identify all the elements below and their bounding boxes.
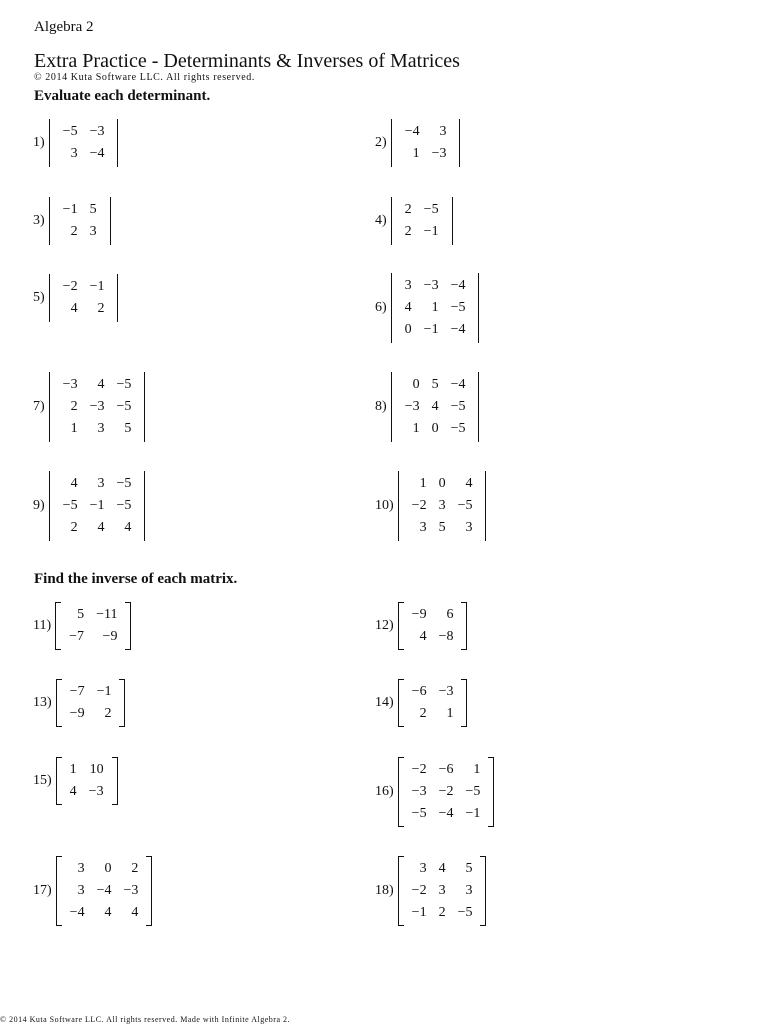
matrix-entry: 0 — [104, 861, 112, 876]
matrix-row — [406, 703, 460, 725]
matrix-grid — [406, 858, 479, 924]
problem-number: 1) — [33, 135, 45, 150]
matrix-entry: 2 — [70, 520, 78, 535]
matrix-row — [64, 781, 110, 803]
determinant-matrix — [391, 197, 453, 245]
matrix-row — [57, 199, 103, 221]
matrix-entry: −5 — [116, 377, 132, 392]
matrix-entry: 3 — [419, 861, 427, 876]
matrix-row — [57, 495, 138, 517]
matrix-entry: −3 — [411, 784, 427, 799]
matrix-row — [406, 902, 479, 924]
matrix-entry: −5 — [450, 421, 466, 436]
problem-number: 7) — [33, 399, 45, 414]
matrix-entry: 3 — [70, 146, 78, 161]
problem-number: 14) — [375, 695, 394, 710]
problem-14 — [375, 679, 467, 727]
problem-1 — [33, 119, 118, 167]
matrix-entry: −3 — [88, 784, 104, 799]
matrix-row — [406, 781, 487, 803]
matrix-entry: 5 — [438, 520, 446, 535]
matrix-entry: 0 — [438, 476, 446, 491]
matrix-entry: −11 — [96, 607, 118, 622]
problem-9 — [33, 471, 145, 541]
course-name: Algebra 2 — [34, 19, 94, 35]
matrix-row — [399, 275, 472, 297]
matrix-entry: 3 — [77, 861, 85, 876]
matrix-entry: −5 — [465, 784, 481, 799]
problem-16 — [375, 757, 494, 827]
worksheet-title: Extra Practice - Determinants & Inverses of Matrices — [34, 50, 460, 72]
problem-8 — [375, 372, 479, 442]
matrix-entry: 4 — [70, 301, 78, 316]
matrix-entry: 2 — [70, 224, 78, 239]
matrix-row — [57, 143, 111, 165]
matrix-entry: 3 — [419, 520, 427, 535]
matrix-entry: −5 — [423, 202, 439, 217]
bracket-matrix — [56, 856, 153, 926]
determinant-matrix — [49, 274, 119, 322]
matrix-entry: −4 — [96, 883, 112, 898]
matrix-entry: 5 — [77, 607, 85, 622]
bracket-matrix — [56, 757, 118, 805]
matrix-row — [406, 681, 460, 703]
matrix-entry: −5 — [62, 124, 78, 139]
matrix-row — [406, 803, 487, 825]
matrix-entry: 1 — [473, 762, 481, 777]
matrix-grid — [57, 276, 111, 320]
problem-number: 9) — [33, 498, 45, 513]
determinant-matrix — [49, 372, 146, 442]
problem-6 — [375, 273, 479, 343]
matrix-entry: −3 — [404, 399, 420, 414]
problem-number: 8) — [375, 399, 387, 414]
matrix-entry: 4 — [104, 905, 112, 920]
problem-number: 5) — [33, 290, 45, 305]
matrix-entry: 2 — [131, 861, 139, 876]
matrix-entry: 0 — [412, 377, 420, 392]
matrix-entry: 5 — [465, 861, 473, 876]
matrix-row — [406, 880, 479, 902]
matrix-row — [399, 374, 472, 396]
matrix-entry: 3 — [404, 278, 412, 293]
problem-15 — [33, 757, 118, 805]
section-heading-determinants: Evaluate each determinant. — [34, 88, 211, 104]
matrix-entry: −6 — [411, 684, 427, 699]
matrix-entry: 4 — [69, 784, 77, 799]
matrix-grid — [399, 121, 453, 165]
matrix-row — [64, 902, 145, 924]
bracket-matrix — [398, 757, 495, 827]
bracket-matrix — [398, 602, 468, 650]
determinant-matrix — [398, 471, 487, 541]
matrix-grid — [64, 858, 145, 924]
matrix-entry: 4 — [97, 377, 105, 392]
matrix-grid — [399, 199, 445, 243]
problem-3 — [33, 197, 111, 245]
matrix-row — [57, 298, 111, 320]
matrix-row — [406, 858, 479, 880]
matrix-entry: 4 — [438, 861, 446, 876]
matrix-entry: 2 — [438, 905, 446, 920]
matrix-row — [64, 703, 118, 725]
bracket-matrix — [55, 602, 131, 650]
matrix-row — [399, 319, 472, 341]
matrix-entry: 2 — [404, 202, 412, 217]
matrix-entry: 1 — [446, 706, 454, 721]
matrix-row — [399, 396, 472, 418]
problem-4 — [375, 197, 453, 245]
matrix-entry: −6 — [438, 762, 454, 777]
matrix-entry: −9 — [69, 706, 85, 721]
bracket-matrix — [398, 856, 487, 926]
matrix-entry: −7 — [69, 684, 85, 699]
problem-number: 17) — [33, 883, 52, 898]
matrix-entry: −1 — [89, 279, 105, 294]
matrix-entry: 4 — [124, 520, 132, 535]
matrix-row — [57, 276, 111, 298]
matrix-entry: −4 — [404, 124, 420, 139]
matrix-entry: 3 — [438, 498, 446, 513]
determinant-matrix — [391, 273, 480, 343]
matrix-entry: 4 — [465, 476, 473, 491]
problem-number: 13) — [33, 695, 52, 710]
matrix-row — [406, 604, 460, 626]
matrix-entry: −4 — [438, 806, 454, 821]
matrix-entry: 1 — [431, 300, 439, 315]
matrix-entry: 4 — [419, 629, 427, 644]
problem-5 — [33, 274, 118, 322]
matrix-row — [406, 759, 487, 781]
matrix-grid — [63, 604, 123, 648]
problem-number: 2) — [375, 135, 387, 150]
matrix-entry: 4 — [97, 520, 105, 535]
matrix-entry: 0 — [404, 322, 412, 337]
matrix-entry: −1 — [89, 498, 105, 513]
matrix-entry: 3 — [439, 124, 447, 139]
determinant-matrix — [49, 119, 119, 167]
matrix-row — [399, 418, 472, 440]
matrix-entry: 4 — [70, 476, 78, 491]
matrix-entry: −5 — [450, 399, 466, 414]
matrix-entry: 6 — [446, 607, 454, 622]
problem-number: 10) — [375, 498, 394, 513]
matrix-entry: −2 — [411, 883, 427, 898]
matrix-grid — [57, 199, 103, 243]
matrix-entry: 2 — [104, 706, 112, 721]
matrix-entry: −3 — [438, 684, 454, 699]
matrix-row — [57, 473, 138, 495]
matrix-grid — [64, 681, 118, 725]
matrix-row — [64, 681, 118, 703]
matrix-entry: −1 — [411, 905, 427, 920]
matrix-entry: −5 — [450, 300, 466, 315]
matrix-entry: −3 — [62, 377, 78, 392]
matrix-entry: −3 — [89, 124, 105, 139]
matrix-row — [64, 858, 145, 880]
matrix-grid — [64, 759, 110, 803]
matrix-grid — [57, 121, 111, 165]
matrix-entry: 5 — [89, 202, 97, 217]
problem-number: 3) — [33, 213, 45, 228]
determinant-matrix — [49, 471, 146, 541]
problem-2 — [375, 119, 460, 167]
matrix-row — [406, 517, 479, 539]
matrix-grid — [406, 681, 460, 725]
matrix-row — [399, 143, 453, 165]
matrix-grid — [399, 374, 472, 440]
matrix-row — [57, 517, 138, 539]
matrix-row — [64, 759, 110, 781]
matrix-entry: 1 — [412, 146, 420, 161]
matrix-entry: −1 — [423, 224, 439, 239]
matrix-entry: 1 — [69, 762, 77, 777]
matrix-entry: 3 — [89, 224, 97, 239]
problem-number: 11) — [33, 618, 52, 633]
bracket-matrix — [56, 679, 126, 727]
matrix-entry: −7 — [69, 629, 85, 644]
matrix-row — [63, 604, 123, 626]
problem-number: 12) — [375, 618, 394, 633]
problem-number: 15) — [33, 773, 52, 788]
matrix-entry: 1 — [419, 476, 427, 491]
footer-copyright: © 2014 Kuta Software LLC. All rights reserved. Made with Infinite Algebra 2. — [0, 1015, 291, 1024]
matrix-entry: −1 — [96, 684, 112, 699]
matrix-grid — [406, 604, 460, 648]
matrix-entry: −5 — [116, 476, 132, 491]
matrix-entry: 3 — [465, 883, 473, 898]
matrix-entry: 2 — [419, 706, 427, 721]
matrix-entry: −3 — [423, 278, 439, 293]
matrix-entry: −3 — [123, 883, 139, 898]
matrix-row — [57, 221, 103, 243]
matrix-entry: 3 — [77, 883, 85, 898]
matrix-entry: −5 — [116, 399, 132, 414]
problem-10 — [375, 471, 486, 541]
problem-7 — [33, 372, 145, 442]
matrix-entry: −1 — [423, 322, 439, 337]
determinant-matrix — [391, 372, 480, 442]
matrix-row — [399, 297, 472, 319]
matrix-entry: −2 — [411, 762, 427, 777]
matrix-entry: 1 — [412, 421, 420, 436]
problem-18 — [375, 856, 486, 926]
matrix-row — [399, 199, 445, 221]
matrix-entry: 3 — [97, 476, 105, 491]
matrix-grid — [406, 759, 487, 825]
matrix-entry: −3 — [89, 399, 105, 414]
matrix-entry: −1 — [465, 806, 481, 821]
matrix-entry: −2 — [411, 498, 427, 513]
problem-number: 18) — [375, 883, 394, 898]
matrix-entry: 1 — [70, 421, 78, 436]
matrix-entry: −8 — [438, 629, 454, 644]
matrix-grid — [406, 473, 479, 539]
bracket-matrix — [398, 679, 468, 727]
matrix-entry: 5 — [431, 377, 439, 392]
matrix-entry: −4 — [450, 322, 466, 337]
matrix-entry: 3 — [465, 520, 473, 535]
header-copyright: © 2014 Kuta Software LLC. All rights reserved. — [34, 72, 255, 83]
matrix-entry: −4 — [450, 278, 466, 293]
matrix-entry: 0 — [431, 421, 439, 436]
matrix-entry: −5 — [62, 498, 78, 513]
problem-13 — [33, 679, 125, 727]
matrix-row — [64, 880, 145, 902]
matrix-row — [57, 121, 111, 143]
matrix-entry: 2 — [404, 224, 412, 239]
problem-17 — [33, 856, 152, 926]
matrix-entry: 2 — [70, 399, 78, 414]
matrix-entry: 2 — [97, 301, 105, 316]
matrix-row — [399, 221, 445, 243]
matrix-entry: −3 — [431, 146, 447, 161]
problem-number: 6) — [375, 300, 387, 315]
matrix-entry: 10 — [89, 762, 104, 777]
matrix-entry: −5 — [457, 498, 473, 513]
matrix-entry: −5 — [457, 905, 473, 920]
matrix-entry: −1 — [62, 202, 78, 217]
matrix-grid — [399, 275, 472, 341]
matrix-row — [57, 396, 138, 418]
matrix-entry: 4 — [431, 399, 439, 414]
problem-number: 16) — [375, 784, 394, 799]
matrix-entry: −5 — [411, 806, 427, 821]
matrix-entry: −5 — [116, 498, 132, 513]
matrix-row — [406, 473, 479, 495]
matrix-entry: 3 — [438, 883, 446, 898]
matrix-entry: −2 — [438, 784, 454, 799]
problem-11 — [33, 602, 131, 650]
section-heading-inverses: Find the inverse of each matrix. — [34, 571, 238, 587]
matrix-grid — [57, 374, 138, 440]
matrix-entry: −4 — [450, 377, 466, 392]
matrix-entry: −4 — [89, 146, 105, 161]
matrix-grid — [57, 473, 138, 539]
matrix-entry: 4 — [131, 905, 139, 920]
determinant-matrix — [391, 119, 461, 167]
matrix-entry: 5 — [124, 421, 132, 436]
matrix-row — [63, 626, 123, 648]
matrix-row — [406, 495, 479, 517]
matrix-entry: −2 — [62, 279, 78, 294]
problem-12 — [375, 602, 467, 650]
matrix-entry: −4 — [69, 905, 85, 920]
matrix-row — [399, 121, 453, 143]
matrix-row — [57, 374, 138, 396]
problem-number: 4) — [375, 213, 387, 228]
matrix-entry: −9 — [411, 607, 427, 622]
matrix-entry: 4 — [404, 300, 412, 315]
matrix-row — [406, 626, 460, 648]
matrix-row — [57, 418, 138, 440]
matrix-entry: 3 — [97, 421, 105, 436]
matrix-entry: −9 — [102, 629, 118, 644]
determinant-matrix — [49, 197, 111, 245]
